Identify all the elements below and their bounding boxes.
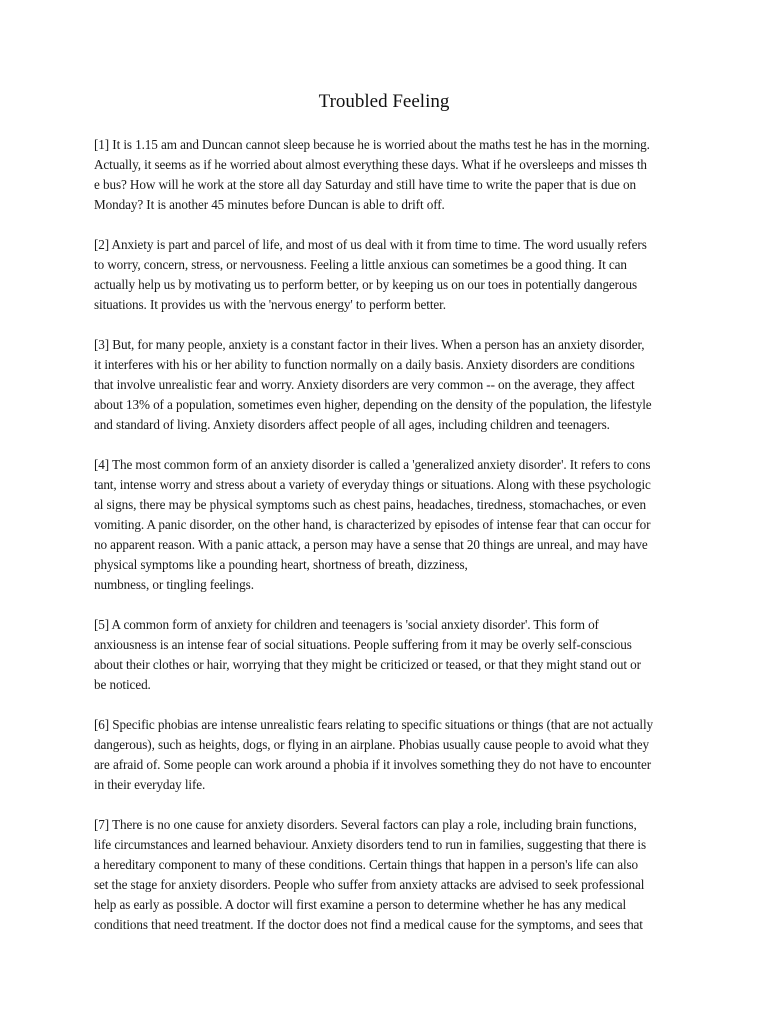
document-title: Troubled Feeling [318, 91, 450, 112]
paragraph-line: [7] There is no one cause for anxiety disorders. Several factors can play a role, including brain functions, [94, 817, 637, 832]
paragraph-line: [6] Specific phobias are intense unrealistic fears relating to specific situations or things (that are not actually [94, 717, 654, 732]
paragraph-line: no apparent reason. With a panic attack, a person may have a sense that 20 things are unreal, and may have [94, 537, 648, 552]
paragraph-line: about 13% of a population, sometimes even higher, depending on the density of the population, the lifestyle [94, 397, 652, 412]
paragraph-line: in their everyday life. [94, 777, 206, 792]
paragraph-line: situations. It provides us with the 'nervous energy' to perform better. [94, 297, 446, 312]
paragraph-7 [94, 815, 684, 935]
paragraph-2 [94, 235, 684, 315]
paragraph-line: anxiousness is an intense fear of social situations. People suffering from it may be overly self-conscious [94, 637, 632, 652]
paragraph-line: actually help us by motivating us to perform better, or by keeping us on our toes in potentially dangerous [94, 277, 637, 292]
document-body [94, 135, 684, 955]
paragraph-line: dangerous), such as heights, dogs, or flying in an airplane. Phobias usually cause people to avoid what they [94, 737, 650, 752]
paragraph-line: physical symptoms like a pounding heart, shortness of breath, dizziness, [94, 557, 468, 572]
paragraph-5 [94, 615, 684, 695]
paragraph-line: are afraid of. Some people can work around a phobia if it involves something they do not have to encounter [94, 757, 652, 772]
paragraph-line: [1] It is 1.15 am and Duncan cannot sleep because he is worried about the maths test he has in the morning. [94, 137, 650, 152]
paragraph-line: [3] But, for many people, anxiety is a constant factor in their lives. When a person has an anxiety disorder, [94, 337, 645, 352]
paragraph-line: life circumstances and learned behaviour. Anxiety disorders tend to run in families, suggesting that there is [94, 837, 646, 852]
paragraph-line: that involve unrealistic fear and worry. Anxiety disorders are very common -- on the average, they affect [94, 377, 635, 392]
paragraph-line: tant, intense worry and stress about a variety of everyday things or situations. Along with these psychologic [94, 477, 651, 492]
paragraph-line: [2] Anxiety is part and parcel of life, and most of us deal with it from time to time. The word usually refers [94, 237, 647, 252]
paragraph-4 [94, 455, 684, 595]
paragraph-line: [5] A common form of anxiety for children and teenagers is 'social anxiety disorder'. This form of [94, 617, 599, 632]
paragraph-1 [94, 135, 684, 215]
paragraph-line: help as early as possible. A doctor will first examine a person to determine whether he has any medical [94, 897, 627, 912]
paragraph-line: about their clothes or hair, worrying that they might be criticized or teased, or that they might stand out or [94, 657, 641, 672]
paragraph-line: al signs, there may be physical symptoms such as chest pains, headaches, tiredness, stomachaches, or even [94, 497, 647, 512]
paragraph-line: a hereditary component to many of these conditions. Certain things that happen in a person's life can also [94, 857, 639, 872]
paragraph-line: Monday? It is another 45 minutes before Duncan is able to drift off. [94, 197, 445, 212]
paragraph-line: e bus? How will he work at the store all day Saturday and still have time to write the paper that is due on [94, 177, 636, 192]
paragraph-line: conditions that need treatment. If the doctor does not find a medical cause for the symptoms, and sees that [94, 917, 643, 932]
paragraph-6 [94, 715, 684, 795]
paragraph-line: numbness, or tingling feelings. [94, 577, 254, 592]
paragraph-line: vomiting. A panic disorder, on the other hand, is characterized by episodes of intense fear that can occur for [94, 517, 651, 532]
paragraph-3 [94, 335, 684, 435]
paragraph-line: set the stage for anxiety disorders. People who suffer from anxiety attacks are advised to seek professional [94, 877, 645, 892]
paragraph-line: be noticed. [94, 677, 151, 692]
paragraph-line: to worry, concern, stress, or nervousness. Feeling a little anxious can sometimes be a good thing. It can [94, 257, 627, 272]
paragraph-line: Actually, it seems as if he worried about almost everything these days. What if he oversleeps and misses th [94, 157, 647, 172]
paragraph-line: it interferes with his or her ability to function normally on a daily basis. Anxiety disorders are conditions [94, 357, 635, 372]
paragraph-line: and standard of living. Anxiety disorders affect people of all ages, including children and teenagers. [94, 417, 610, 432]
paragraph-line: [4] The most common form of an anxiety disorder is called a 'generalized anxiety disorder'. It refers to cons [94, 457, 651, 472]
